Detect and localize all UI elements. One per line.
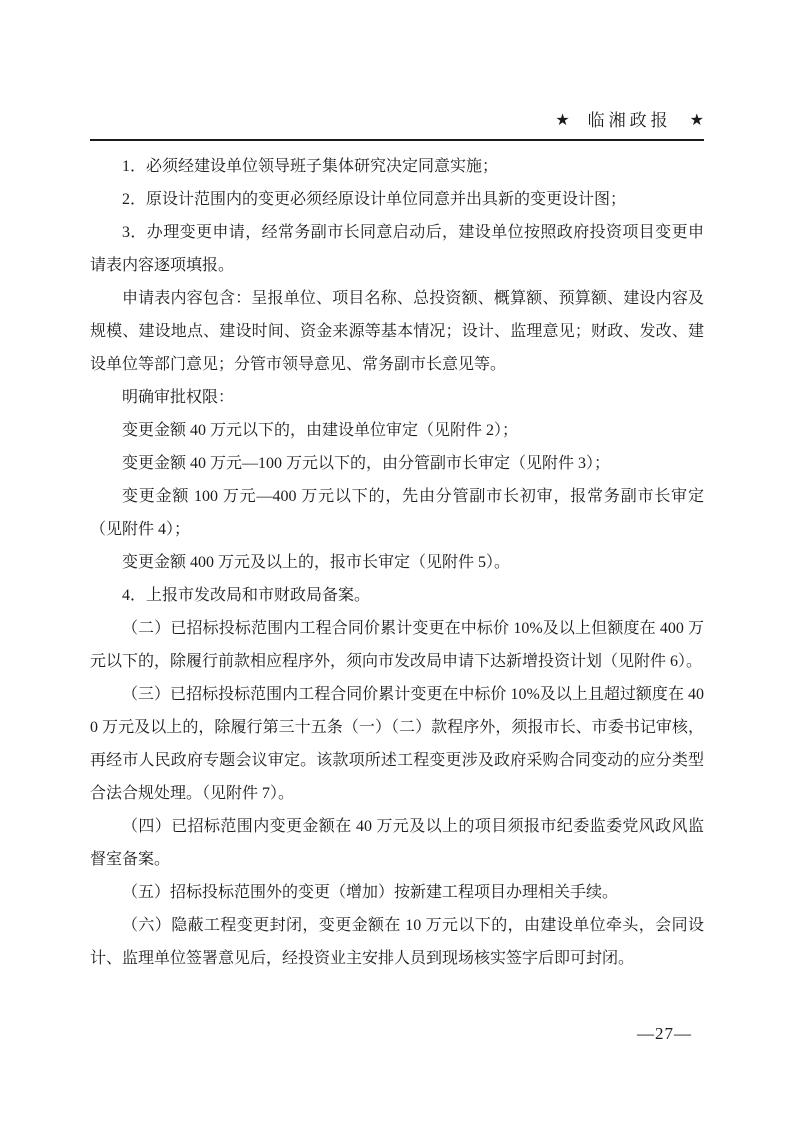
star-left-icon: ★ — [555, 112, 570, 129]
paragraph-approval-authority: 明确审批权限： — [122, 389, 235, 406]
paragraph-clause-2: （二）已招标投标范围内工程合同价累计变更在中标价 10%及以上但额度在 400 万元以下的，除履行前款相应程序外，须向市发改局申请下达新增投资计划（见附件 6）。 — [90, 620, 704, 670]
paragraph-tier-100w-400w: 变更金额 100 万元—400 万元以下的，先由分管副市长初审，报常务副市长审定（见附件 4）； — [90, 488, 704, 538]
page-header — [90, 110, 704, 141]
gazette-title: 临湘政报 — [587, 111, 672, 130]
paragraph-item-1: 1．必须经建设单位领导班子集体研究决定同意实施； — [122, 158, 499, 175]
paragraph-application-contents: 申请表内容包含：呈报单位、项目名称、总投资额、概算额、预算额、建设内容及规模、建设地点、建设时间、资金来源等基本情况；设计、监理意见；财政、发改、建设单位等部门意见；分管市领导意见、常务副市长意见等。 — [90, 290, 704, 373]
paragraph-tier-over-400w: 变更金额 400 万元及以上的，报市长审定（见附件 5）。 — [122, 554, 511, 571]
page-content — [90, 110, 704, 975]
paragraph-item-3: 3．办理变更申请，经常务副市长同意启动后，建设单位按照政府投资项目变更申请表内容逐项填报。 — [90, 224, 704, 274]
paragraph-clause-5: （五）招标投标范围外的变更（增加）按新建工程项目办理相关手续。 — [122, 884, 619, 901]
star-right-icon: ★ — [689, 112, 704, 129]
paragraph-clause-6: （六）隐蔽工程变更封闭，变更金额在 10 万元以下的，由建设单位牵头，会同设计、监理单位签署意见后，经投资业主安排人员到现场核实签字后即可封闭。 — [90, 917, 704, 967]
page-number: —27— — [637, 1024, 692, 1043]
paragraph-item-2: 2．原设计范围内的变更必须经原设计单位同意并出具新的变更设计图； — [122, 191, 627, 208]
paragraph-item-4: 4．上报市发改局和市财政局备案。 — [122, 587, 371, 604]
paragraph-clause-4: （四）已招标范围内变更金额在 40 万元及以上的项目须报市纪委监委党风政风监督室备案。 — [90, 818, 704, 868]
paragraph-clause-3: （三）已招标投标范围内工程合同价累计变更在中标价 10%及以上且超过额度在 400 万元及以上的，除履行第三十五条（一）（二）款程序外，须报市长、市委书记审核，再经市人民政府专题会议审定。该款项所述工程变更涉及政府采购合同变动的应分类型合法合规处理。（见附件 7）。 — [90, 686, 704, 802]
paragraph-tier-40w-100w: 变更金额 40 万元—100 万元以下的，由分管副市长审定（见附件 3）； — [122, 455, 611, 472]
document-body — [90, 141, 704, 975]
paragraph-tier-under-40w: 变更金额 40 万元以下的，由建设单位审定（见附件 2）； — [122, 422, 519, 439]
